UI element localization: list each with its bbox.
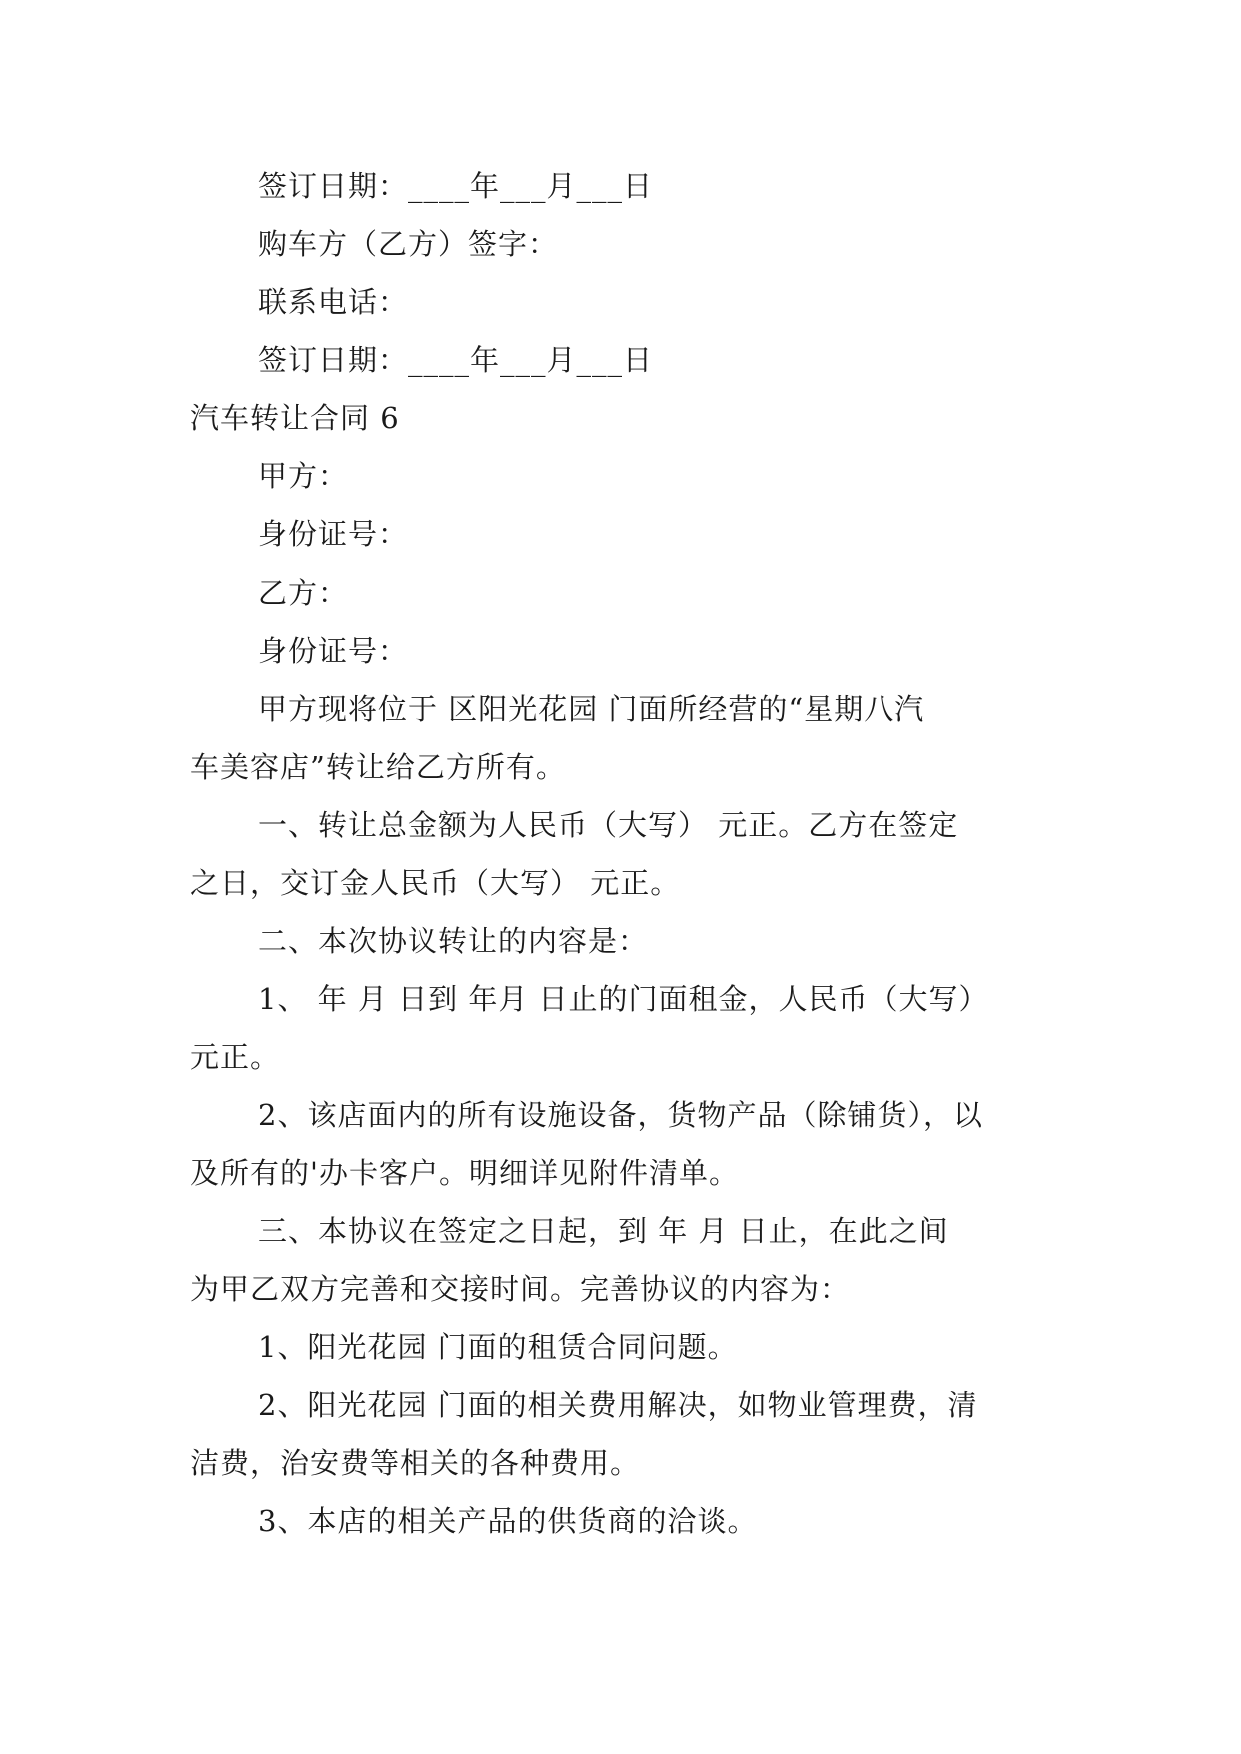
clause-2-item-1-line-2: 元正。 (190, 1040, 281, 1074)
transfer-intro-line-2: 车美容店”转让给乙方所有。 (190, 750, 566, 784)
clause-3-item-1: 1、阳光花园 门面的租赁合同问题。 (258, 1330, 738, 1364)
contract-title: 汽车转让合同 6 (190, 401, 400, 435)
clause-3-item-2-line-1: 2、阳光花园 门面的相关费用解决，如物业管理费，清 (258, 1388, 978, 1422)
party-a-id: 身份证号： (258, 517, 409, 551)
clause-3-line-1: 三、本协议在签定之日起，到 年 月 日止，在此之间 (258, 1214, 949, 1248)
clause-2-item-2-line-1: 2、该店面内的所有设施设备，货物产品（除铺货），以 (258, 1098, 983, 1132)
party-a: 甲方： (258, 459, 349, 493)
clause-3-item-2-line-2: 洁费，治安费等相关的各种费用。 (190, 1446, 641, 1480)
buyer-signature: 购车方（乙方）签字： (258, 227, 559, 261)
contact-phone: 联系电话： (258, 285, 409, 319)
clause-1-line-1: 一、转让总金额为人民币（大写） 元正。乙方在签定 (258, 808, 959, 842)
clause-2-heading: 二、本次协议转让的内容是： (258, 924, 649, 958)
clause-2-item-1-line-1: 1、 年 月 日到 年月 日止的门面租金，人民币（大写） (258, 982, 989, 1016)
clause-1-line-2: 之日，交订金人民币（大写） 元正。 (190, 866, 681, 900)
transfer-intro-line-1: 甲方现将位于 区阳光花园 门面所经营的“星期八汽 (258, 692, 925, 726)
seller-sign-date: 签订日期：____年___月___日 (258, 169, 654, 203)
clause-3-item-3: 3、本店的相关产品的供货商的洽谈。 (258, 1504, 758, 1538)
party-b-id: 身份证号： (258, 634, 409, 668)
clause-3-line-2: 为甲乙双方完善和交接时间。完善协议的内容为： (190, 1272, 851, 1306)
buyer-sign-date: 签订日期：____年___月___日 (258, 343, 654, 377)
party-b: 乙方： (258, 576, 349, 610)
clause-2-item-2-line-2: 及所有的'办卡客户。明细详见附件清单。 (190, 1156, 739, 1190)
